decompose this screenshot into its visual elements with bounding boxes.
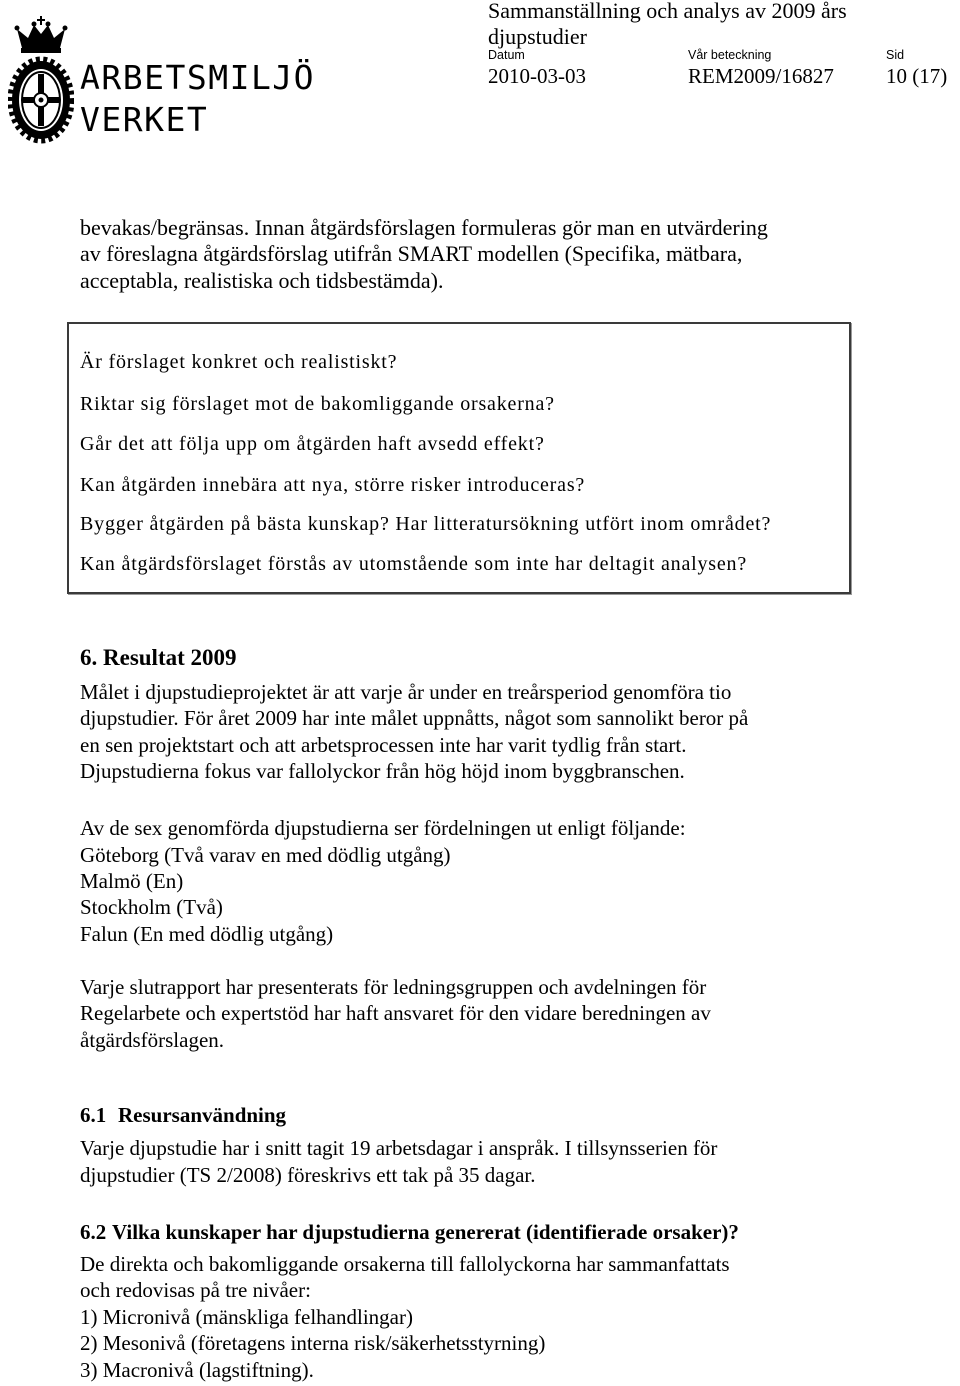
list-item: Malmö (En) <box>80 869 184 893</box>
document-title-line2: djupstudier <box>488 24 587 49</box>
paragraph-line: Av de sex genomförda djupstudierna ser fördelningen ut enligt följande: <box>80 816 686 840</box>
paragraph-line: Regelarbete och expertstöd har haft ansvaret för den vidare beredningen av <box>80 1001 711 1025</box>
checklist-question: Kan åtgärdsförslaget förstås av utomstående som inte har deltagit analysen? <box>80 553 748 575</box>
paragraph-line: Varje djupstudie har i snitt tagit 19 arbetsdagar i anspråk. I tillsynsserien för <box>80 1136 718 1160</box>
list-item: 1) Micronivå (mänskliga felhandlingar) <box>80 1305 413 1329</box>
paragraph-line: och redovisas på tre nivåer: <box>80 1278 311 1302</box>
page-number-value: 10 (17) <box>886 64 948 88</box>
document-title-line1: Sammanställning och analys av 2009 års <box>488 0 847 23</box>
section-heading: 6. Resultat 2009 <box>80 645 237 670</box>
paragraph-line: Varje slutrapport har presenterats för ledningsgruppen och avdelningen för <box>80 975 707 999</box>
paragraph-line: acceptabla, realistiska och tidsbestämda). <box>80 268 444 293</box>
reference-value: REM2009/16827 <box>688 64 834 88</box>
checklist-question: Går det att följa upp om åtgärden haft avsedd effekt? <box>80 433 545 455</box>
list-item: 2) Mesonivå (företagens interna risk/säkerhetsstyrning) <box>80 1331 546 1355</box>
list-item: Göteborg (Två varav en med dödlig utgång) <box>80 843 451 867</box>
logo-text-line1: ARBETSMILJÖ <box>80 58 316 97</box>
paragraph-line: en sen projektstart och att arbetsprocessen inte har varit tydlig från start. <box>80 733 687 757</box>
subsection-number: 6.2 <box>80 1220 107 1244</box>
subsection-number: 6.1 <box>80 1103 107 1127</box>
crest-icon <box>8 16 74 144</box>
reference-label: Vår beteckning <box>688 48 772 62</box>
paragraph-line: djupstudier (TS 2/2008) föreskrivs ett tak på 35 dagar. <box>80 1163 536 1187</box>
list-item: 3) Macronivå (lagstiftning). <box>80 1358 314 1382</box>
paragraph-line: åtgärdsförslagen. <box>80 1028 225 1052</box>
date-value: 2010-03-03 <box>488 64 586 88</box>
logo-text-line2: VERKET <box>80 100 209 139</box>
subsection-title: Resursanvändning <box>118 1103 287 1127</box>
list-item: Stockholm (Två) <box>80 895 223 919</box>
page-label: Sid <box>886 48 905 62</box>
paragraph-line: Djupstudierna fokus var fallolyckor från hög höjd inom byggbranschen. <box>80 759 685 783</box>
checklist-question: Kan åtgärden innebära att nya, större risker introduceras? <box>80 474 586 496</box>
checklist-question: Är förslaget konkret och realistiskt? <box>80 351 398 373</box>
list-item: Falun (En med dödlig utgång) <box>80 922 334 946</box>
date-label: Datum <box>488 48 525 62</box>
paragraph-line: bevakas/begränsas. Innan åtgärdsförslagen formuleras gör man en utvärdering <box>80 215 768 240</box>
paragraph-line: av föreslagna åtgärdsförslag utifrån SMART modellen (Specifika, mätbara, <box>80 241 743 266</box>
paragraph-line: De direkta och bakomliggande orsakerna till fallolyckorna har sammanfattats <box>80 1252 730 1276</box>
checklist-question: Bygger åtgärden på bästa kunskap? Har litteratursökning utfört inom området? <box>80 513 772 535</box>
checklist-question: Riktar sig förslaget mot de bakomliggande orsakerna? <box>80 393 555 415</box>
subsection-title: Vilka kunskaper har djupstudierna genererat (identifierade orsaker)? <box>112 1220 739 1244</box>
checklist-box <box>67 322 851 594</box>
paragraph-line: djupstudier. För året 2009 har inte målet uppnåtts, något som sannolikt beror på <box>80 706 749 730</box>
paragraph-line: Målet i djupstudieprojektet är att varje år under en treårsperiod genomföra tio <box>80 680 732 704</box>
